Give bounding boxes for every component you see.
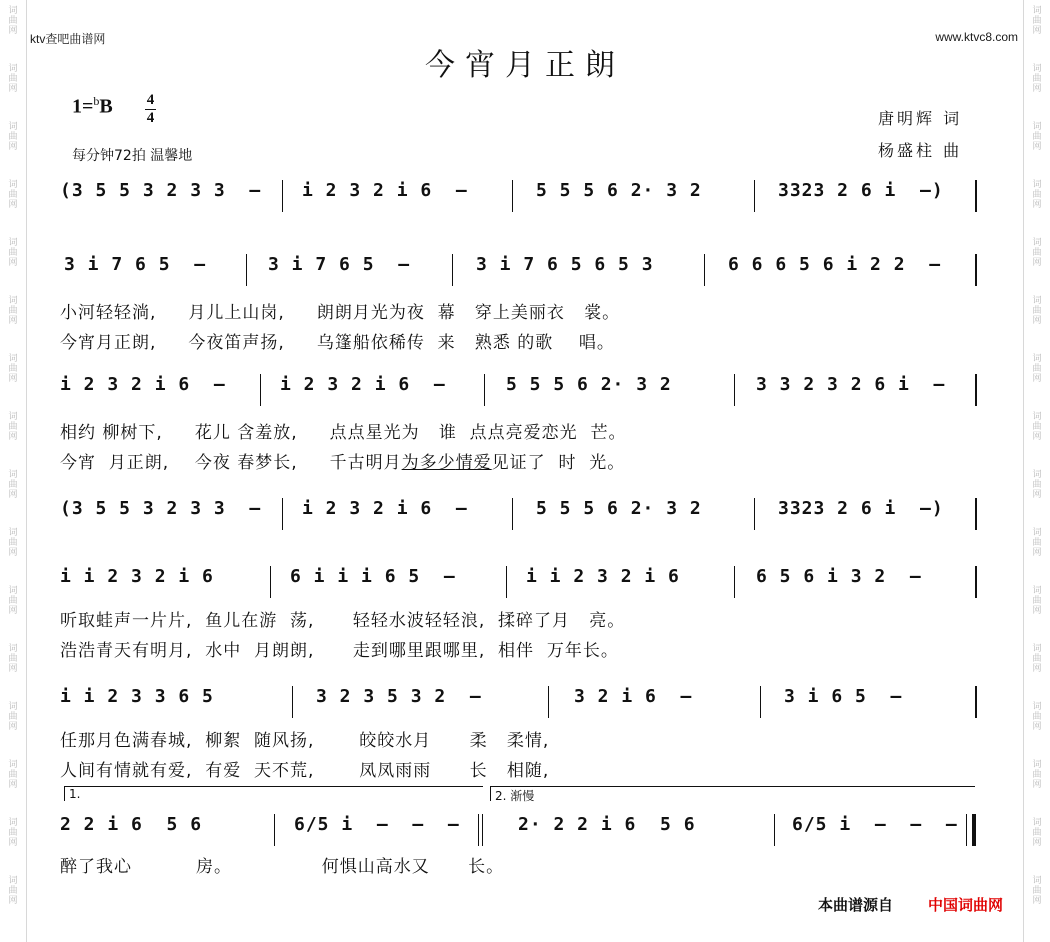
measure: i 2 3 2 i 6 –	[280, 374, 446, 395]
lyric-seg: 今宵 月正朗, 今夜 春梦长, 千古明月	[60, 453, 402, 473]
measure: (3 5 5 3 2 3 3 –	[60, 180, 262, 201]
notation-row-1	[60, 180, 980, 212]
watermark-text: 词 曲 网	[1032, 818, 1042, 848]
watermark-text: 词 曲 网	[8, 586, 18, 616]
watermark-text: 词 曲 网	[8, 702, 18, 732]
source-label: 本曲谱源自	[818, 896, 894, 914]
watermark-text: 词 曲 网	[8, 122, 18, 152]
measure: 3 2 3 5 3 2 –	[316, 686, 482, 707]
measure: 3 i 7 6 5 –	[64, 254, 207, 275]
lyric-seg: 见证了 时 光。	[491, 453, 626, 473]
lyric-line: 小河轻轻淌, 月儿上山岗, 朗朗月光为夜 幕 穿上美丽衣 裳。	[60, 303, 621, 323]
time-signature	[145, 92, 156, 127]
watermark-text: 词 曲 网	[1032, 644, 1042, 674]
watermark-text: 词 曲 网	[1032, 64, 1042, 94]
lyric-line: 任那月色满春城, 柳絮 随风扬, 皎皎水月 柔 柔情,	[60, 731, 550, 751]
watermark-text: 词 曲 网	[1032, 412, 1042, 442]
measure: 6 5 6 i 3 2 –	[756, 566, 922, 587]
key-flat: b	[93, 94, 100, 108]
time-top: 4	[146, 92, 155, 108]
watermark-text: 词 曲 网	[8, 296, 18, 326]
measure: 6/5 i – – –	[294, 814, 460, 835]
measure: 2· 2 2 i 6 5 6	[518, 814, 696, 835]
watermark-text: 词 曲 网	[8, 64, 18, 94]
watermark-text: 词 曲 网	[1032, 180, 1042, 210]
watermark-text: 词 曲 网	[1032, 122, 1042, 152]
lyric-seg: 为多少	[401, 453, 456, 473]
watermark-text: 词 曲 网	[1032, 760, 1042, 790]
watermark-text: 词 曲 网	[8, 876, 18, 906]
watermark-text: 词 曲 网	[1032, 470, 1042, 500]
key-signature	[72, 94, 113, 119]
watermark-text: 词 曲 网	[8, 644, 18, 674]
measure: i i 2 3 2 i 6	[60, 566, 214, 587]
lyric-line-underlined	[60, 448, 625, 473]
lyric-line: 醉了我心 房。 何惧山高水又 长。	[60, 857, 505, 877]
composer-credit: 杨盛柱 曲	[878, 141, 963, 160]
source-site-link[interactable]: 中国词曲网	[928, 896, 1004, 914]
volta-first-ending: 1.	[64, 786, 483, 801]
watermark-text: 词 曲 网	[8, 412, 18, 442]
volta-second-ending: 2. 渐慢	[490, 786, 975, 801]
notation-row-5	[60, 566, 980, 598]
measure: 3323 2 6 i –)	[778, 180, 944, 201]
watermark-text: 词 曲 网	[1032, 6, 1042, 36]
notation-row-3	[60, 374, 980, 406]
measure: 3323 2 6 i –)	[778, 498, 944, 519]
lyric-line: 人间有情就有爱, 有爱 天不荒, 凤凤雨雨 长 相随,	[60, 761, 550, 781]
lyric-line: 听取蛙声一片片, 鱼儿在游 荡, 轻轻水波轻轻浪, 揉碎了月 亮。	[60, 611, 626, 631]
watermark-text: 词 曲 网	[1032, 586, 1042, 616]
lyric-line: 相约 柳树下, 花儿 含羞放, 点点星光为 谁 点点亮爱恋光 芒。	[60, 423, 627, 443]
key-prefix: 1=	[72, 95, 94, 118]
measure: 3 3 2 3 2 6 i –	[756, 374, 946, 395]
watermark-text: 词 曲 网	[8, 760, 18, 790]
watermark-text: 词 曲 网	[1032, 876, 1042, 906]
watermark-text: 词 曲 网	[1032, 702, 1042, 732]
lyric-line: 今宵月正朗, 今夜笛声扬, 乌篷船依稀传 来 熟悉 的歌 唱。	[60, 333, 615, 353]
watermark-text: 词 曲 网	[8, 528, 18, 558]
measure: 3 i 6 5 –	[784, 686, 903, 707]
measure: i 2 3 2 i 6 –	[302, 180, 468, 201]
measure: 6 6 6 5 6 i 2 2 –	[728, 254, 942, 275]
lyric-line: 浩浩青天有明月, 水中 月朗朗, 走到哪里跟哪里, 相伴 万年长。	[60, 641, 619, 661]
watermark-text: 词 曲 网	[8, 470, 18, 500]
watermark-text: 词 曲 网	[8, 180, 18, 210]
key-note: B	[99, 95, 113, 118]
site-url-right[interactable]: www.ktvc8.com	[935, 30, 1018, 44]
watermark-text: 词 曲 网	[8, 354, 18, 384]
song-title: 今宵月正朗	[425, 48, 625, 83]
measure: 6/5 i – – –	[792, 814, 958, 835]
watermark-text: 词 曲 网	[8, 6, 18, 36]
measure: 5 5 5 6 2· 3 2	[536, 180, 702, 201]
measure: i 2 3 2 i 6 –	[60, 374, 226, 395]
lyricist-credit: 唐明辉 词	[878, 109, 963, 128]
notation-row-6	[60, 686, 980, 718]
measure: i i 2 3 2 i 6	[526, 566, 680, 587]
site-name-left[interactable]: ktv查吧曲谱网	[30, 32, 106, 46]
watermark-text: 词 曲 网	[1032, 296, 1042, 326]
notation-row-2	[60, 254, 980, 286]
notation-row-7	[60, 814, 980, 846]
notation-row-4	[60, 498, 980, 530]
measure: 6 i i i 6 5 –	[290, 566, 456, 587]
measure: i 2 3 2 i 6 –	[302, 498, 468, 519]
time-bottom: 4	[146, 110, 155, 126]
measure: 5 5 5 6 2· 3 2	[536, 498, 702, 519]
measure: 2 2 i 6 5 6	[60, 814, 203, 835]
measure: 3 2 i 6 –	[574, 686, 693, 707]
lyric-seg: 情爱	[455, 453, 492, 473]
watermark-text: 词 曲 网	[1032, 354, 1042, 384]
watermark-text: 词 曲 网	[8, 818, 18, 848]
measure: 3 i 7 6 5 6 5 3	[476, 254, 654, 275]
watermark-text: 词 曲 网	[1032, 528, 1042, 558]
measure: i i 2 3 3 6 5	[60, 686, 214, 707]
tempo-marking: 每分钟72拍 温馨地	[72, 148, 193, 164]
measure: (3 5 5 3 2 3 3 –	[60, 498, 262, 519]
measure: 3 i 7 6 5 –	[268, 254, 411, 275]
measure: 5 5 5 6 2· 3 2	[506, 374, 672, 395]
watermark-text: 词 曲 网	[1032, 238, 1042, 268]
watermark-text: 词 曲 网	[8, 238, 18, 268]
